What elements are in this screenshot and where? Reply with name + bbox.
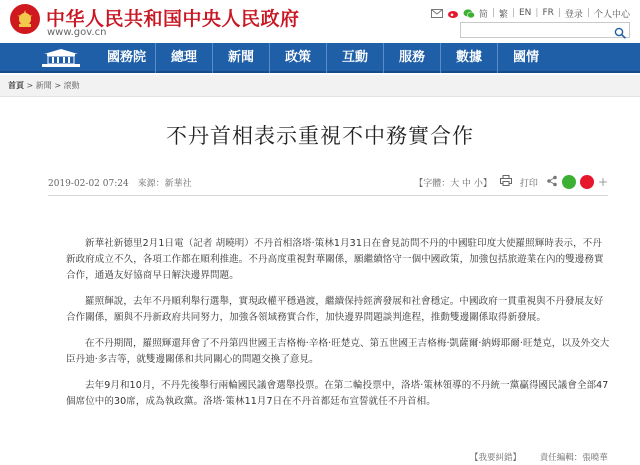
breadcrumb-news[interactable]: 新聞	[35, 81, 52, 90]
responsible-editor: 責任編輯：張曉華	[539, 453, 608, 463]
weibo-icon[interactable]	[447, 8, 459, 19]
site-header	[0, 0, 640, 42]
lang-en-link[interactable]: EN	[518, 8, 532, 18]
wechat-share-icon[interactable]	[562, 175, 576, 189]
print-icon[interactable]	[500, 175, 512, 189]
lang-traditional-link[interactable]: 繁	[498, 9, 508, 20]
nav-item-services[interactable]: 服務	[383, 43, 440, 73]
top-links	[431, 6, 630, 20]
site-name[interactable]: 中华人民共和国中央人民政府	[46, 8, 300, 30]
share-icon[interactable]	[546, 175, 558, 190]
breadcrumb-separator: >	[54, 81, 62, 90]
meta-divider	[48, 195, 608, 196]
nav-item-policy[interactable]: 政策	[269, 43, 326, 73]
home-building-icon[interactable]	[38, 47, 84, 69]
article-title: 不丹首相表示重視不中務實合作	[166, 124, 474, 148]
nav-item-news[interactable]: 新聞	[212, 43, 269, 73]
article-source: 新華社	[164, 179, 192, 189]
nav-item-state-council[interactable]: 國務院	[106, 50, 146, 65]
article-paragraph: 去年9月和10月，不丹先後舉行兩輪國民議會選舉投票。在第二輪投票中，洛塔·策林領導的不丹統一黨贏得國民議會全部47個席位中的30席，成為執政黨。洛塔·策林11月7日在不丹首都廷布宣誓就任不丹首相。	[66, 380, 609, 407]
nav-item-national-conditions[interactable]: 國情	[497, 43, 554, 73]
search-icon[interactable]	[614, 24, 627, 36]
divider: |	[557, 8, 561, 18]
divider: |	[535, 8, 539, 18]
breadcrumb	[8, 80, 80, 91]
divider: |	[586, 8, 590, 18]
article-body	[66, 236, 611, 420]
breadcrumb-home[interactable]: 首頁	[8, 81, 24, 90]
article-paragraph: 新華社新德里2月1日電（記者 胡曉明）不丹首相洛塔·策林1月31日在會見訪問不丹的中國駐印度大使羅照輝時表示，不丹新政府成立不久，各項工作都在順利推進。不丹高度重視對華關係，願繼續恪守一個中國政策，加強包括旅遊業在內的雙邊務實合作，通過友好協商早日解決邊界問題。	[66, 238, 604, 281]
breadcrumb-separator: >	[26, 81, 34, 90]
article-date: 2019-02-02 07:24	[48, 179, 129, 189]
wechat-icon[interactable]	[463, 8, 475, 19]
font-size-control[interactable]: 【字體：大 中 小】	[414, 178, 492, 189]
article-meta-left	[48, 176, 198, 189]
breadcrumb-scroll[interactable]: 滾動	[63, 81, 80, 90]
main-nav	[0, 43, 640, 73]
report-error-link[interactable]: 【我要糾錯】	[470, 453, 522, 463]
article-tools	[414, 173, 608, 191]
search-input[interactable]	[465, 23, 605, 37]
divider: |	[511, 8, 515, 18]
lang-fr-link[interactable]: FR	[542, 8, 554, 18]
article-meta	[48, 173, 608, 193]
login-link[interactable]: 登录	[564, 9, 583, 20]
breadcrumb-bar	[0, 75, 640, 97]
lang-simplified-link[interactable]: 简	[478, 9, 488, 20]
nav-item-data[interactable]: 數據	[440, 43, 497, 73]
nav-item-interaction[interactable]: 互動	[326, 43, 383, 73]
envelope-icon[interactable]	[431, 8, 443, 19]
print-link[interactable]: 打印	[519, 178, 538, 189]
site-url: www.gov.cn	[47, 27, 107, 38]
nav-item-premier[interactable]: 總理	[155, 43, 212, 73]
article-paragraph: 在不丹期間，羅照輝還拜會了不丹第四世國王吉格梅·辛格·旺楚克、第五世國王吉格梅·凱薩爾·納姆耶爾·旺楚克，以及外交大臣丹迪·多吉等，就雙邊關係和共同關心的問題交換了意見。	[66, 338, 610, 365]
article-paragraph: 羅照輝說，去年不丹順利舉行選舉，實現政權平穩過渡，繼續保持經濟發展和社會穩定。中國政府一貫重視與不丹發展友好合作關係，願與不丹新政府共同努力，加強各領域務實合作，加快邊界問題談判進程，推動雙邊關係取得新發展。	[66, 296, 604, 323]
nav-items	[98, 43, 554, 73]
search-box	[460, 22, 630, 38]
divider: |	[491, 8, 495, 18]
article-footer	[470, 451, 624, 463]
more-share-icon[interactable]: +	[597, 175, 608, 189]
share-buttons	[546, 175, 608, 190]
national-emblem-icon[interactable]	[10, 4, 40, 34]
personal-center-link[interactable]: 个人中心	[593, 9, 630, 20]
weibo-share-icon[interactable]	[580, 175, 594, 189]
source-label: 來源：	[137, 179, 165, 189]
